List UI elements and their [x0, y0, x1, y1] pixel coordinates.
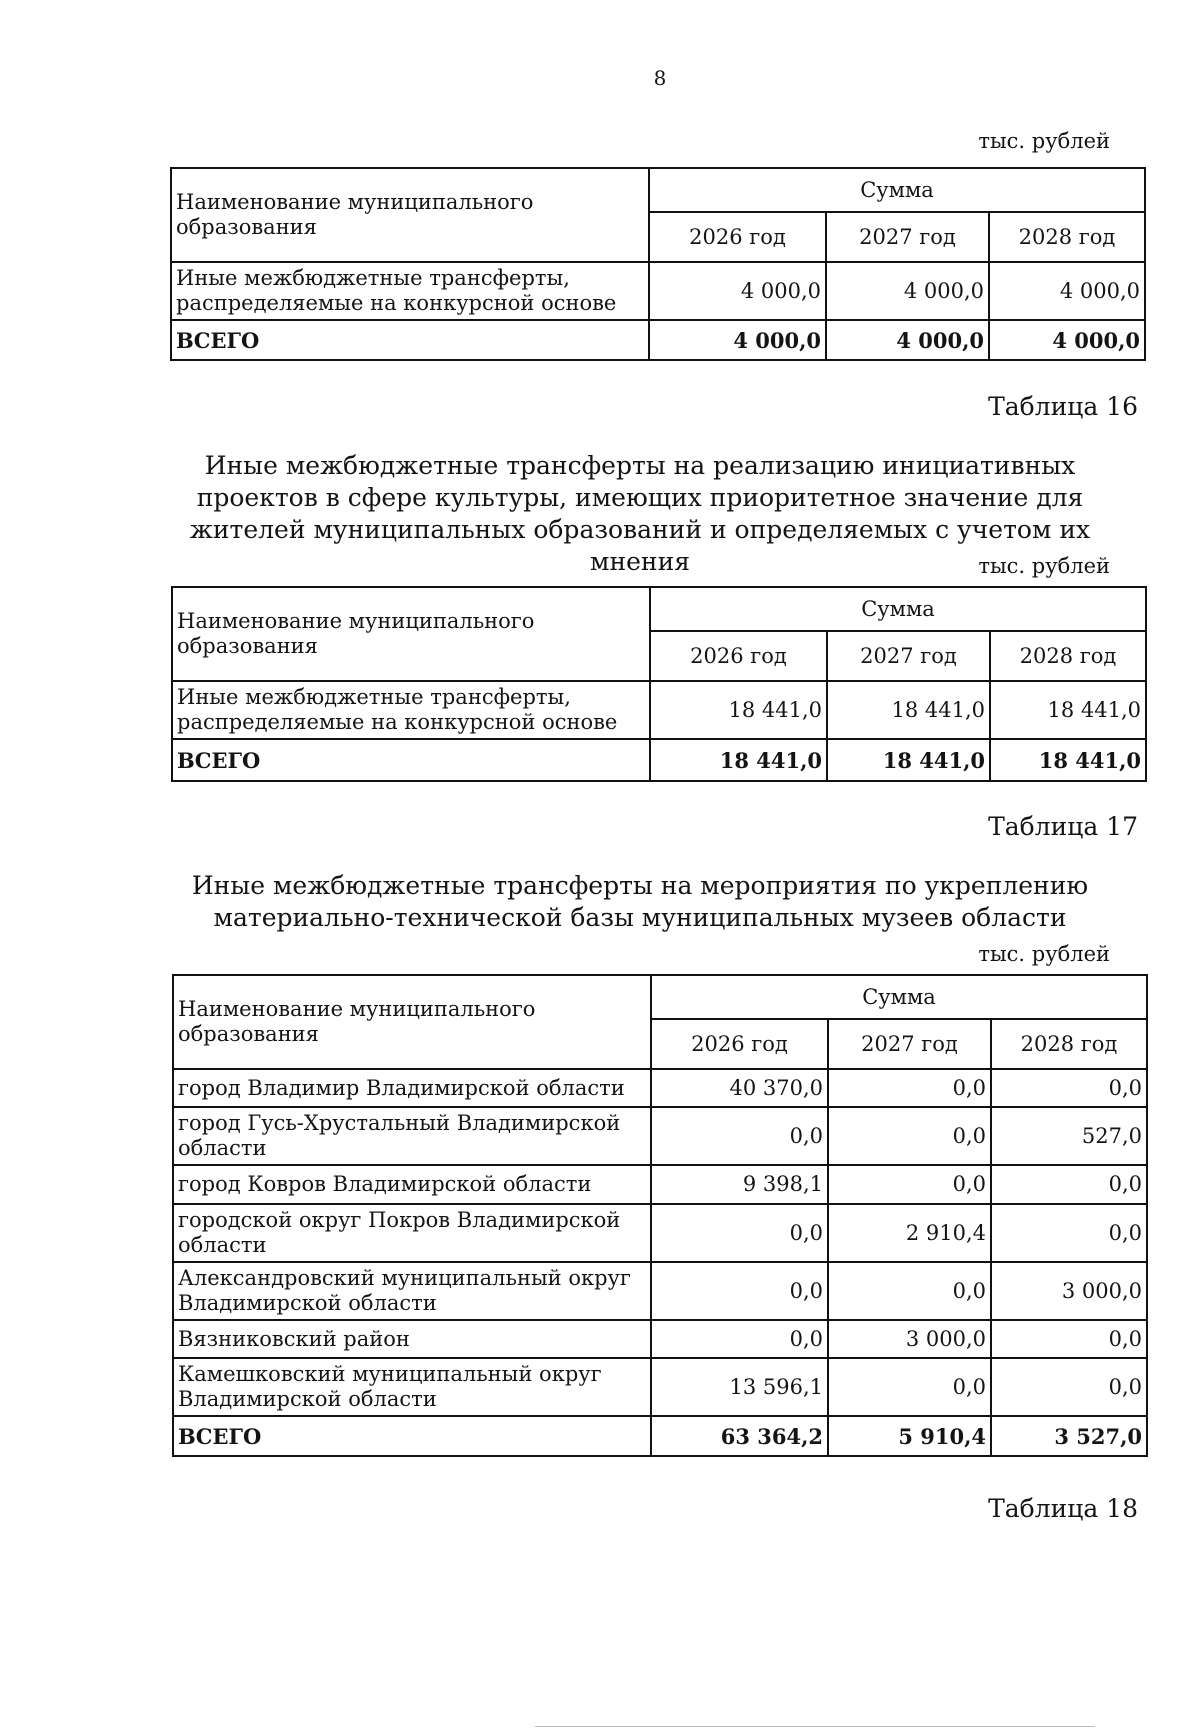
row-value: 18 441,0	[827, 681, 990, 739]
year-header: 2026 год	[651, 1019, 828, 1069]
total-label: ВСЕГО	[173, 1416, 651, 1456]
row-value: 0,0	[828, 1107, 991, 1165]
table-row	[171, 262, 1145, 320]
total-value: 5 910,4	[828, 1416, 991, 1456]
row-value: 3 000,0	[991, 1262, 1147, 1320]
name-column-header: Наименование муниципального образования	[172, 587, 650, 681]
row-value: 0,0	[651, 1204, 828, 1262]
year-header: 2028 год	[989, 212, 1145, 262]
table-row	[173, 1262, 1147, 1320]
total-row	[173, 1416, 1147, 1456]
total-value: 63 364,2	[651, 1416, 828, 1456]
table-title: Иные межбюджетные трансферты на реализацию инициативных проектов в сфере культуры, имеющих приоритетное значение для жителей муниципальных образований и определяемых с учетом их мнения	[189, 451, 1091, 576]
total-label: ВСЕГО	[171, 320, 649, 360]
currency-label: тыс. рублей	[978, 942, 1110, 966]
row-name: Иные межбюджетные трансферты, распределяемые на конкурсной основе	[171, 262, 649, 320]
total-row	[171, 320, 1145, 360]
year-header: 2027 год	[826, 212, 989, 262]
table-row	[173, 1204, 1147, 1262]
table-row	[173, 1107, 1147, 1165]
year-header: 2028 год	[991, 1019, 1147, 1069]
row-name: городской округ Покров Владимирской области	[173, 1204, 651, 1262]
name-column-header: Наименование муниципального образования	[173, 975, 651, 1069]
row-value: 4 000,0	[649, 262, 826, 320]
total-row	[172, 739, 1146, 781]
row-value: 18 441,0	[650, 681, 827, 739]
row-name: город Владимир Владимирской области	[173, 1069, 651, 1107]
total-value: 18 441,0	[650, 739, 827, 781]
table-number: Таблица 17	[988, 812, 1138, 841]
row-name: Иные межбюджетные трансферты, распределяемые на конкурсной основе	[172, 681, 650, 739]
year-header: 2027 год	[828, 1019, 991, 1069]
currency-label: тыс. рублей	[978, 129, 1110, 153]
table-row	[173, 1069, 1147, 1107]
transfers-table-16	[171, 586, 1147, 782]
table-title: Иные межбюджетные трансферты на мероприятия по укреплению материально-технической базы муниципальных музеев области	[191, 871, 1089, 932]
sum-header: Сумма	[650, 587, 1146, 631]
row-value: 2 910,4	[828, 1204, 991, 1262]
row-name: Александровский муниципальный округ Владимирской области	[173, 1262, 651, 1320]
total-value: 18 441,0	[827, 739, 990, 781]
table-number: Таблица 16	[988, 392, 1138, 421]
row-value: 3 000,0	[828, 1320, 991, 1358]
year-header: 2027 год	[827, 631, 990, 681]
row-value: 4 000,0	[826, 262, 989, 320]
row-value: 0,0	[991, 1204, 1147, 1262]
page-number: 8	[653, 66, 667, 90]
row-value: 13 596,1	[651, 1358, 828, 1416]
row-value: 0,0	[651, 1262, 828, 1320]
row-value: 0,0	[828, 1262, 991, 1320]
row-value: 18 441,0	[990, 681, 1146, 739]
transfers-table-17	[172, 974, 1148, 1457]
total-value: 4 000,0	[826, 320, 989, 360]
year-header: 2026 год	[649, 212, 826, 262]
row-value: 0,0	[991, 1069, 1147, 1107]
total-value: 4 000,0	[649, 320, 826, 360]
scan-edge-line	[535, 1726, 1095, 1727]
currency-label: тыс. рублей	[978, 554, 1110, 578]
row-value: 0,0	[651, 1320, 828, 1358]
row-value: 0,0	[991, 1358, 1147, 1416]
table-row	[173, 1320, 1147, 1358]
row-value: 0,0	[991, 1165, 1147, 1204]
row-value: 0,0	[651, 1107, 828, 1165]
table-row	[172, 681, 1146, 739]
row-value: 4 000,0	[989, 262, 1145, 320]
row-name: город Гусь-Хрустальный Владимирской области	[173, 1107, 651, 1165]
row-value: 9 398,1	[651, 1165, 828, 1204]
total-label: ВСЕГО	[172, 739, 650, 781]
table-row	[173, 1358, 1147, 1416]
row-value: 527,0	[991, 1107, 1147, 1165]
row-value: 0,0	[828, 1165, 991, 1204]
table-row	[173, 1165, 1147, 1204]
row-name: город Ковров Владимирской области	[173, 1165, 651, 1204]
sum-header: Сумма	[649, 168, 1145, 212]
year-header: 2026 год	[650, 631, 827, 681]
total-value: 3 527,0	[991, 1416, 1147, 1456]
transfers-table-1	[170, 167, 1146, 361]
sum-header: Сумма	[651, 975, 1147, 1019]
year-header: 2028 год	[990, 631, 1146, 681]
row-value: 0,0	[828, 1358, 991, 1416]
row-value: 0,0	[828, 1069, 991, 1107]
total-value: 4 000,0	[989, 320, 1145, 360]
name-column-header: Наименование муниципального образования	[171, 168, 649, 262]
row-name: Камешковский муниципальный округ Владимирской области	[173, 1358, 651, 1416]
table-number: Таблица 18	[988, 1494, 1138, 1523]
total-value: 18 441,0	[990, 739, 1146, 781]
row-value: 40 370,0	[651, 1069, 828, 1107]
row-value: 0,0	[991, 1320, 1147, 1358]
row-name: Вязниковский район	[173, 1320, 651, 1358]
